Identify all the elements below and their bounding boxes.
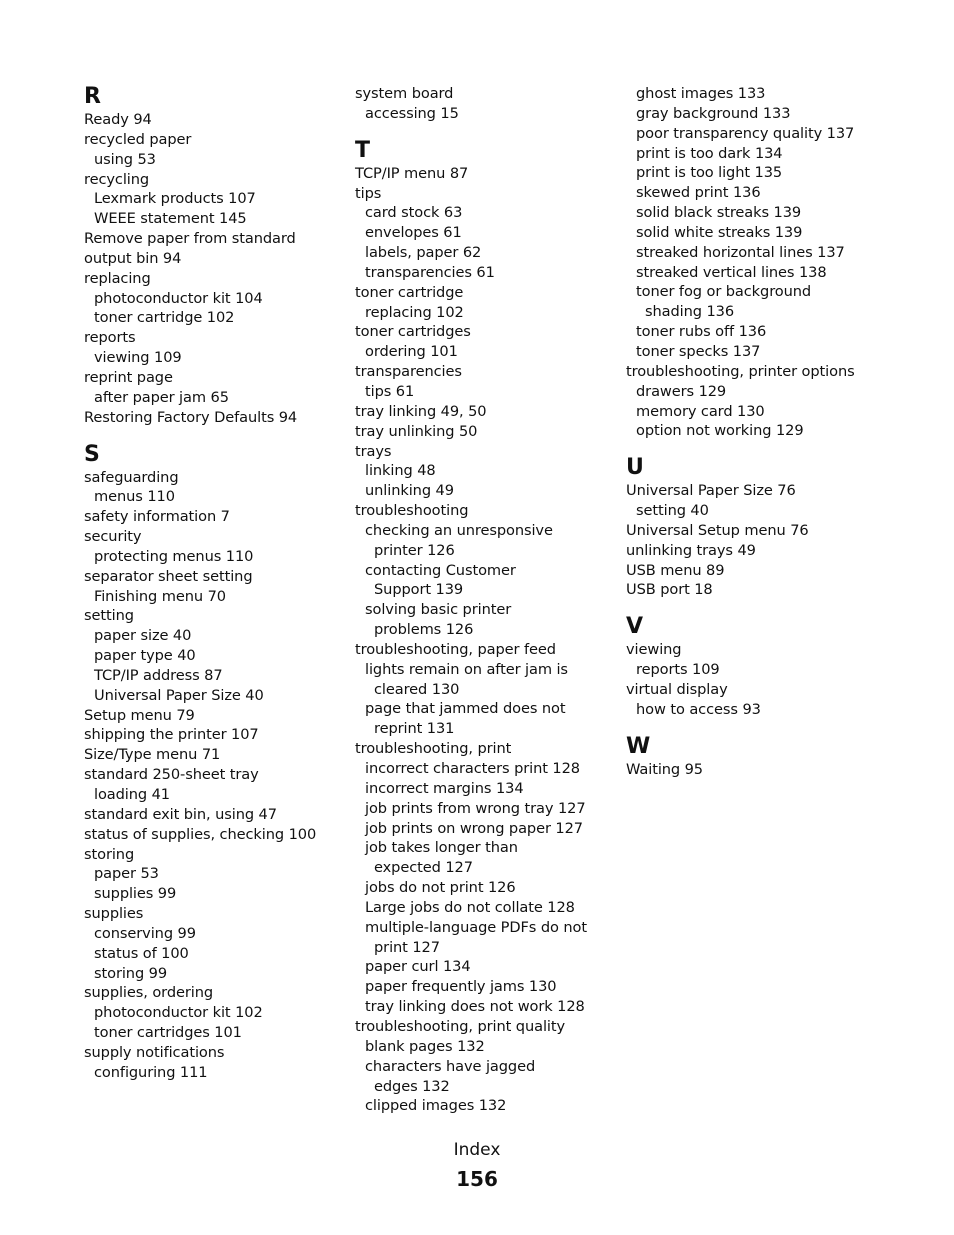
index-subentry: toner cartridges 101 (94, 1024, 242, 1042)
index-subentry: status of 100 (94, 944, 189, 962)
index-entry: recycling (84, 170, 150, 188)
index-subentry-continuation: edges 132 (374, 1077, 450, 1095)
index-entry: tray unlinking 50 (355, 422, 478, 440)
index-subentry: using 53 (94, 150, 156, 168)
index-entry: standard 250-sheet tray (84, 766, 259, 784)
index-subentry: solid white streaks 139 (636, 223, 803, 241)
index-entry: USB menu 89 (626, 561, 725, 579)
index-entry: separator sheet setting (84, 567, 253, 585)
index-subentry: paper curl 134 (365, 958, 471, 976)
index-subentry: checking an unresponsive (365, 521, 553, 539)
index-subentry: streaked horizontal lines 137 (636, 243, 845, 261)
index-entry: reprint page (84, 368, 173, 386)
index-subentry: job prints on wrong paper 127 (365, 819, 583, 837)
index-subentry: conserving 99 (94, 924, 196, 942)
index-entry: toner cartridge (355, 283, 464, 301)
index-subentry: after paper jam 65 (94, 388, 229, 406)
index-subentry-continuation: reprint 131 (374, 720, 455, 738)
index-subentry: lights remain on after jam is (365, 660, 568, 678)
index-entry: Remove paper from standard (84, 230, 296, 248)
index-subentry: setting 40 (636, 502, 709, 520)
index-entry: Ready 94 (84, 111, 152, 128)
index-subentry: print is too light 135 (636, 164, 783, 182)
index-subentry-continuation: Support 139 (374, 581, 464, 599)
index-subentry-continuation: expected 127 (374, 859, 473, 877)
index-entry: transparencies (355, 363, 462, 381)
index-subentry: characters have jagged (365, 1057, 536, 1075)
index-subentry: Universal Paper Size 40 (94, 686, 264, 704)
index-entry: troubleshooting, paper feed (355, 640, 556, 658)
index-subentry: incorrect margins 134 (365, 779, 524, 797)
index-subentry: incorrect characters print 128 (365, 760, 580, 777)
index-entry: output bin 94 (84, 249, 182, 267)
index-subentry: drawers 129 (636, 382, 727, 400)
index-subentry: job takes longer than (365, 839, 518, 857)
index-letter-heading: V (626, 614, 644, 640)
index-subentry-continuation: shading 136 (645, 303, 735, 321)
index-entry: supply notifications (84, 1043, 225, 1061)
index-entry: Setup menu 79 (84, 706, 195, 724)
index-subentry: transparencies 61 (365, 263, 495, 281)
index-entry: troubleshooting, print (355, 740, 512, 758)
index-subentry: poor transparency quality 137 (636, 124, 855, 142)
index-subentry: how to access 93 (636, 700, 761, 718)
index-subentry: page that jammed does not (365, 700, 566, 718)
index-entry: Universal Paper Size 76 (626, 482, 796, 500)
letter-gap (355, 124, 615, 138)
index-entry: reports (84, 329, 136, 347)
index-entry: troubleshooting, printer options (626, 362, 855, 380)
index-entry: troubleshooting (355, 502, 469, 520)
footer-section-label: Index (453, 1140, 501, 1160)
index-subentry: tray linking does not work 128 (365, 998, 585, 1016)
index-subentry: solving basic printer (365, 601, 512, 619)
index-subentry: paper type 40 (94, 647, 196, 665)
index-entry: Waiting 95 (626, 760, 703, 778)
index-entry: supplies, ordering (84, 984, 214, 1002)
index-entry: virtual display (626, 680, 728, 698)
index-letter-heading: R (84, 84, 101, 109)
index-entry: safety information 7 (84, 508, 230, 526)
index-subentry: clipped images 132 (365, 1097, 507, 1115)
index-subentry: contacting Customer (365, 561, 516, 579)
index-entry: security (84, 528, 142, 546)
index-subentry: toner cartridge 102 (94, 309, 235, 327)
index-entry: system board (355, 85, 454, 102)
index-subentry: solid black streaks 139 (636, 204, 802, 222)
index-entry: setting (84, 607, 134, 625)
index-subentry: TCP/IP address 87 (94, 666, 223, 684)
index-subentry: ordering 101 (365, 343, 458, 361)
index-subentry: jobs do not print 126 (365, 879, 516, 897)
index-subentry: Large jobs do not collate 128 (365, 898, 575, 916)
index-entry: supplies (84, 905, 144, 923)
index-column-2 (355, 84, 615, 1116)
index-entry: troubleshooting, print quality (355, 1017, 566, 1035)
index-subentry: supplies 99 (94, 885, 177, 903)
index-entry: recycled paper (84, 130, 192, 148)
index-entry: storing (84, 845, 135, 863)
index-subentry: envelopes 61 (365, 224, 462, 242)
index-subentry: linking 48 (365, 462, 436, 480)
index-subentry: print is too dark 134 (636, 144, 783, 162)
index-subentry-continuation: printer 126 (374, 541, 455, 559)
index-entry: trays (355, 442, 392, 460)
index-entry: standard exit bin, using 47 (84, 805, 277, 823)
index-letter-heading: T (355, 137, 371, 163)
index-entry: safeguarding (84, 468, 179, 486)
index-entry: Universal Setup menu 76 (626, 521, 809, 539)
index-entry: TCP/IP menu 87 (355, 164, 469, 182)
index-subentry: toner fog or background (636, 283, 812, 301)
letter-gap (626, 600, 886, 614)
index-subentry-continuation: cleared 130 (374, 680, 460, 698)
index-subentry: option not working 129 (636, 422, 804, 440)
index-subentry: multiple-language PDFs do not (365, 918, 587, 936)
index-subentry: reports 109 (636, 661, 720, 679)
index-subentry: replacing 102 (365, 303, 464, 321)
index-subentry: viewing 109 (94, 349, 182, 367)
index-subentry-continuation: print 127 (374, 938, 440, 956)
index-entry: shipping the printer 107 (84, 726, 259, 744)
index-subentry: toner specks 137 (636, 342, 761, 360)
index-subentry: paper frequently jams 130 (365, 978, 557, 996)
index-subentry: unlinking 49 (365, 482, 454, 500)
index-entry: viewing (626, 641, 682, 659)
index-subentry: streaked vertical lines 138 (636, 263, 827, 281)
index-subentry: labels, paper 62 (365, 244, 482, 262)
index-subentry: ghost images 133 (636, 85, 766, 102)
index-letter-heading: S (84, 441, 100, 467)
index-column-3 (626, 84, 886, 779)
index-subentry: menus 110 (94, 488, 175, 506)
index-entry: toner cartridges (355, 323, 471, 341)
index-entry: tips (355, 184, 382, 202)
letter-gap (84, 428, 344, 442)
page-number: 156 (456, 1167, 498, 1191)
index-entry: Restoring Factory Defaults 94 (84, 408, 298, 426)
index-subentry: protecting menus 110 (94, 547, 254, 565)
index-subentry: blank pages 132 (365, 1037, 485, 1055)
letter-gap (626, 720, 886, 734)
index-subentry: paper size 40 (94, 627, 192, 645)
index-entry: replacing (84, 269, 151, 287)
index-entry: USB port 18 (626, 581, 713, 599)
index-subentry: job prints from wrong tray 127 (365, 799, 586, 817)
index-letter-heading: W (626, 733, 651, 759)
index-subentry-continuation: problems 126 (374, 621, 474, 639)
index-subentry: toner rubs off 136 (636, 323, 767, 341)
letter-gap (626, 441, 886, 455)
index-subentry: storing 99 (94, 964, 168, 982)
index-subentry: gray background 133 (636, 104, 791, 122)
index-entry: unlinking trays 49 (626, 541, 756, 559)
index-subentry: Finishing menu 70 (94, 587, 226, 605)
index-letter-heading: U (626, 455, 644, 481)
index-subentry: photoconductor kit 104 (94, 289, 263, 307)
index-column-1 (84, 84, 344, 1083)
index-subentry: card stock 63 (365, 204, 463, 222)
index-subentry: photoconductor kit 102 (94, 1004, 263, 1022)
index-subentry: tips 61 (365, 382, 415, 400)
index-entry: tray linking 49, 50 (355, 402, 487, 420)
index-entry: status of supplies, checking 100 (84, 825, 317, 843)
index-subentry: WEEE statement 145 (94, 210, 247, 228)
index-subentry: skewed print 136 (636, 184, 761, 202)
index-subentry: accessing 15 (365, 104, 459, 122)
index-subentry: Lexmark products 107 (94, 190, 256, 208)
index-subentry: memory card 130 (636, 402, 765, 420)
index-subentry: loading 41 (94, 786, 170, 803)
index-subentry: paper 53 (94, 865, 159, 883)
index-entry: Size/Type menu 71 (84, 746, 221, 764)
index-subentry: configuring 111 (94, 1063, 208, 1081)
